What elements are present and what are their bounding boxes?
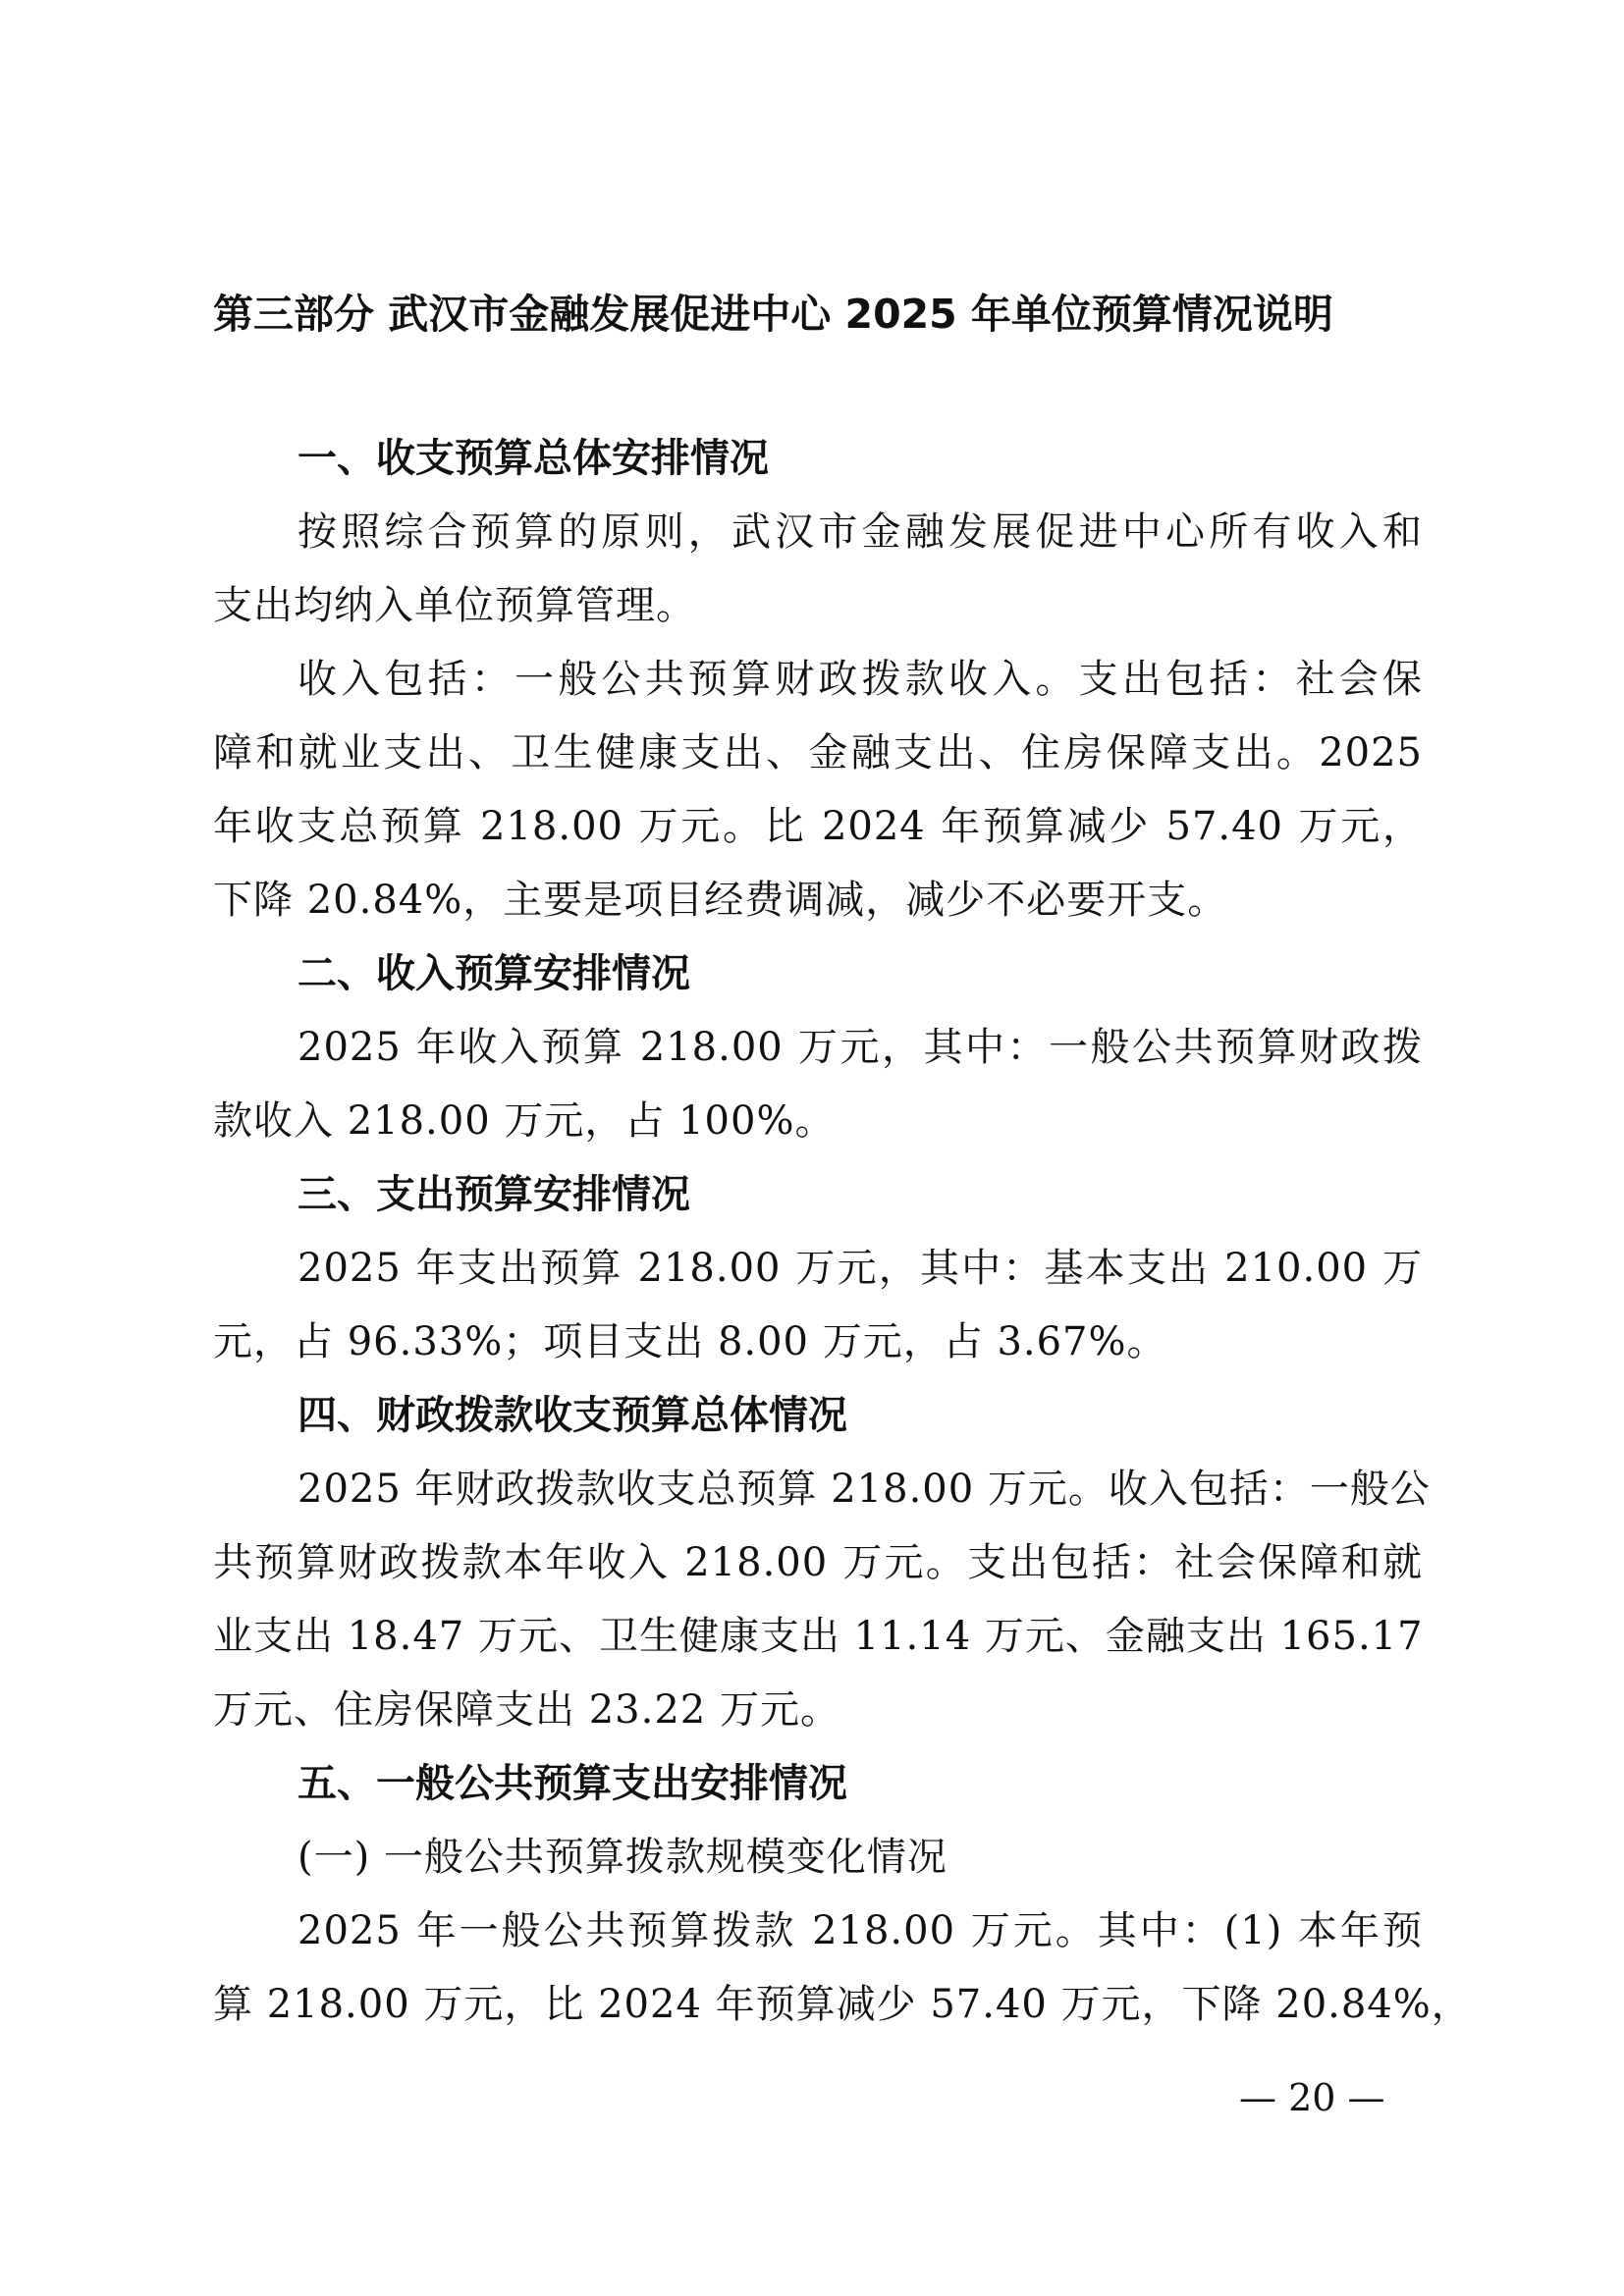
- text-line: 2025 年支出预算 218.00 万元，其中：基本支出 210.00 万: [298, 1246, 1423, 1291]
- text-line: 共预算财政拨款本年收入 218.00 万元。支出包括：社会保障和就: [213, 1540, 1423, 1585]
- text-line: 支出均纳入单位预算管理。: [213, 583, 696, 628]
- text-line: 按照综合预算的原则，武汉市金融发展促进中心所有收入和: [298, 509, 1423, 555]
- text-line: 万元、住房保障支出 23.22 万元。: [213, 1687, 840, 1733]
- paragraph: [213, 496, 1423, 643]
- text-line: 业支出 18.47 万元、卫生健康支出 11.14 万元、金融支出 165.17: [213, 1614, 1424, 1659]
- section-heading-4: 四、财政拨款收支预算总体情况: [298, 1393, 847, 1438]
- text-line: 2025 年收入预算 218.00 万元，其中：一般公共预算财政拨: [298, 1025, 1423, 1070]
- document-title: 第三部分 武汉市金融发展促进中心 2025 年单位预算情况说明: [213, 291, 1333, 338]
- paragraph: [213, 643, 1423, 937]
- section-heading-5: 五、一般公共预算支出安排情况: [298, 1761, 847, 1806]
- paragraph: [213, 1895, 1472, 2042]
- text-line: 收入包括：一般公共预算财政拨款收入。支出包括：社会保: [298, 657, 1423, 702]
- section-heading-3: 三、支出预算安排情况: [298, 1172, 690, 1217]
- paragraph: [213, 1453, 1431, 1747]
- paragraph: [213, 1011, 1423, 1158]
- text-line: 款收入 218.00 万元，占 100%。: [213, 1098, 836, 1144]
- sub-heading-text: (一) 一般公共预算拨款规模变化情况: [298, 1835, 947, 1880]
- page-number: — 20 —: [1239, 2076, 1385, 2119]
- text-line: 障和就业支出、卫生健康支出、金融支出、住房保障支出。2025: [213, 730, 1423, 775]
- section-heading-2: 二、收入预算安排情况: [298, 951, 690, 996]
- sub-heading: [213, 1821, 1423, 1895]
- document-body: [213, 422, 1472, 2042]
- section-heading-1: 一、收支预算总体安排情况: [298, 436, 769, 481]
- text-line: 元，占 96.33%；项目支出 8.00 万元，占 3.67%。: [213, 1319, 1167, 1364]
- text-line: 2025 年一般公共预算拨款 218.00 万元。其中：(1) 本年预: [298, 1908, 1423, 1953]
- text-line: 算 218.00 万元，比 2024 年预算减少 57.40 万元，下降 20.84%，: [213, 1982, 1472, 2027]
- text-line: 下降 20.84%，主要是项目经费调减，减少不必要开支。: [213, 878, 1228, 923]
- paragraph: [213, 1232, 1423, 1379]
- text-line: 2025 年财政拨款收支总预算 218.00 万元。收入包括：一般公: [298, 1467, 1431, 1512]
- text-line: 年收支总预算 218.00 万元。比 2024 年预算减少 57.40 万元，: [213, 804, 1423, 849]
